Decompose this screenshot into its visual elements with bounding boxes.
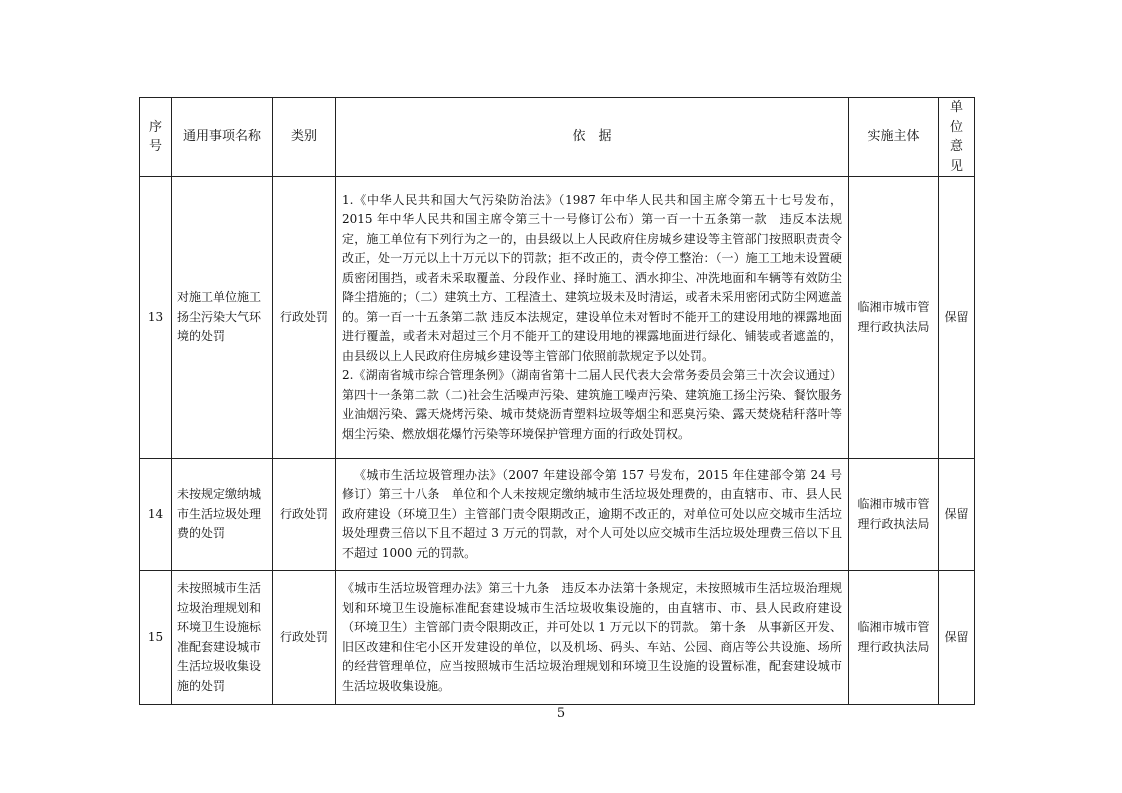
row-basis [336,459,849,571]
basis-paragraph: 《城市生活垃圾管理办法》（2007 年建设部令第 157 号发布，2015 年住建部令第 24 号修订）第三十八条 单位和个人未按规定缴纳城市生活垃圾处理费的，由直辖市、市、县人民政府建设（环境卫生）主管部门责令限期改正，逾期不改正的，对单位可处以应交城市生活垃圾处理费三倍以下且不超过 3 万元的罚款，对个人可处以应交城市生活垃圾处理费三倍以下且不超过 1000 元的罚款。 [342,467,842,560]
row-name: 对施工单位施工扬尘污染大气环境的处罚 [172,177,273,459]
basis-paragraph: 《城市生活垃圾管理办法》第三十九条 违反本办法第十条规定，未按照城市生活垃圾治理规划和环境卫生设施标准配套建设城市生活垃圾收集设施的，由直辖市、市、县人民政府建设（环境卫生）主管部门责令限期改正，并可处以 1 万元以下的罚款。 第十条 从事新区开发、旧区改建和住宅小区开发建设的单位，以及机场、码头、车站、公园、商店等公共设施、场所的经营管理单位，应当按照城市生活垃圾治理规划和环境卫生设施的设置标准，配套建设城市生活垃圾收集设施。 [342,581,842,693]
row-basis [336,571,849,705]
header-num: 序号 [140,98,172,177]
row-agency: 临湘市城市管理行政执法局 [849,571,939,705]
row-name: 未按照城市生活垃圾治理规划和环境卫生设施标准配套建设城市生活垃圾收集设施的处罚 [172,571,273,705]
regulation-table [139,97,975,705]
basis-paragraph: 1.《中华人民共和国大气污染防治法》（1987 年中华人民共和国主席令第五十七号发布，2015 年中华人民共和国主席令第三十一号修订公布）第一百一十五条第一款 违反本法规定，施工单位有下列行为之一的，由县级以上人民政府住房城乡建设等主管部门按照职责责令改正，处一万元以上十万元以下的罚款；拒不改正的，责令停工整治：（一）施工工地未设置硬质密闭围挡，或者未采取覆盖、分段作业、择时施工、洒水抑尘、冲洗地面和车辆等有效防尘降尘措施的；（二）建筑土方、工程渣土、建筑垃圾未及时清运，或者未采用密闭式防尘网遮盖的。第一百一十五条第二款 违反本法规定，建设单位未对暂时不能开工的建设用地的裸露地面进行覆盖，或者未对超过三个月不能开工的建设用地的裸露地面进行绿化、铺装或者遮盖的，由县级以上人民政府住房城乡建设等主管部门依照前款规定予以处罚。 [342,192,842,363]
row-opinion: 保留 [939,571,975,705]
page-number: 5 [556,706,566,721]
row-num: 14 [140,459,172,571]
row-opinion: 保留 [939,459,975,571]
header-category: 类别 [273,98,336,177]
row-agency: 临湘市城市管理行政执法局 [849,459,939,571]
row-category: 行政处罚 [273,177,336,459]
row-category: 行政处罚 [273,459,336,571]
table-header-row [140,98,975,177]
row-num: 15 [140,571,172,705]
row-basis [336,177,849,459]
header-basis: 依 据 [336,98,849,177]
header-agency: 实施主体 [849,98,939,177]
row-num: 13 [140,177,172,459]
table-row [140,459,975,571]
row-category: 行政处罚 [273,571,336,705]
header-opinion: 单位意见 [939,98,975,177]
basis-paragraph: 2.《湖南省城市综合管理条例》（湖南省第十二届人民代表大会常务委员会第三十次会议通过）第四十一条第二款（二)社会生活噪声污染、建筑施工噪声污染、建筑施工扬尘污染、餐饮服务业油烟污染、露天烧烤污染、城市焚烧沥青塑料垃圾等烟尘和恶臭污染、露天焚烧秸秆落叶等烟尘污染、燃放烟花爆竹污染等环境保护管理方面的行政处罚权。 [342,368,842,441]
row-opinion: 保留 [939,177,975,459]
table-row [140,571,975,705]
header-name: 通用事项名称 [172,98,273,177]
row-agency: 临湘市城市管理行政执法局 [849,177,939,459]
row-name: 未按规定缴纳城市生活垃圾处理费的处罚 [172,459,273,571]
table-row [140,177,975,459]
